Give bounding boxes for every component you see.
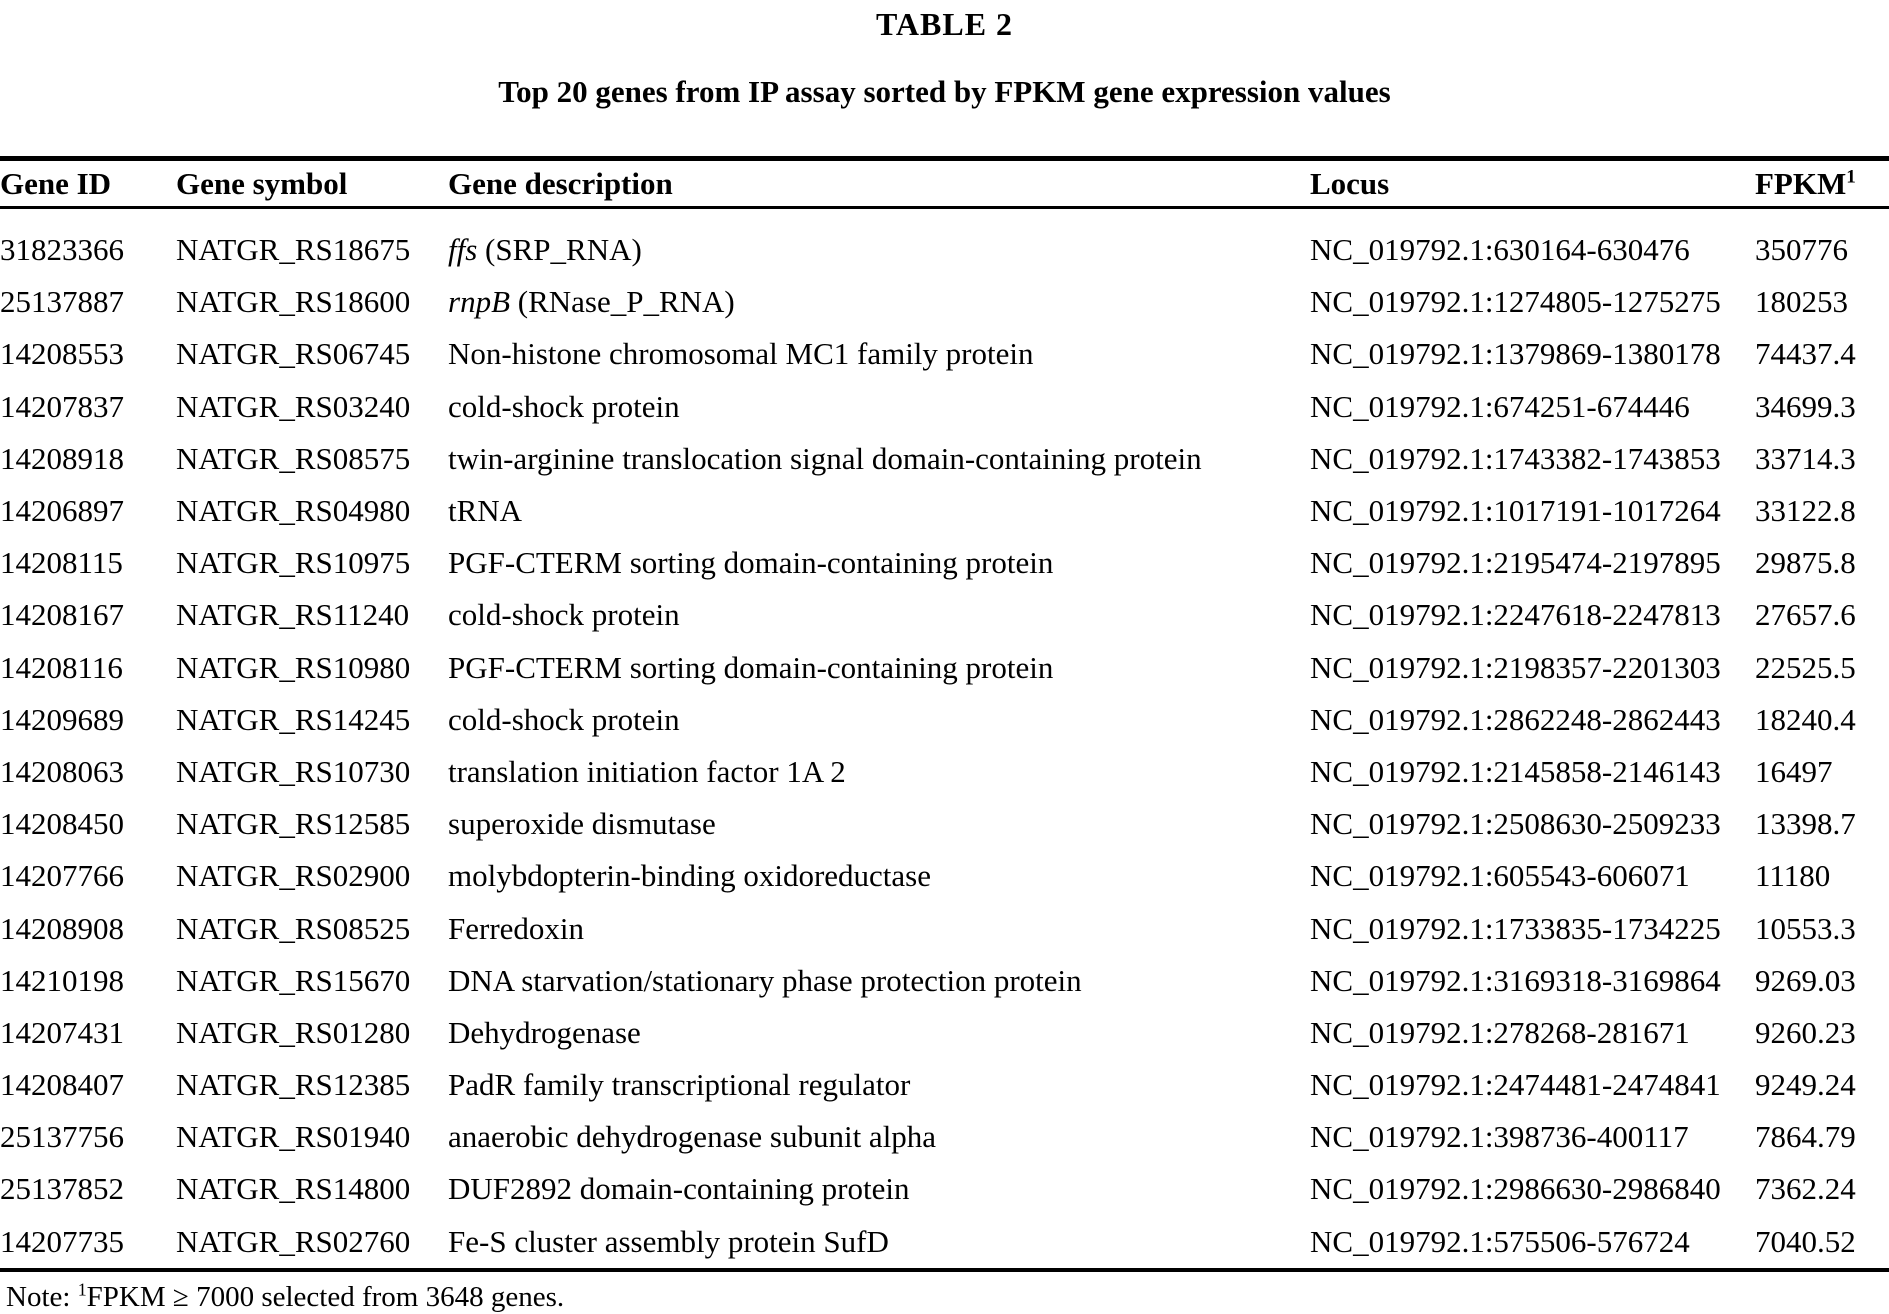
cell-fpkm: 34699.3 <box>1755 388 1856 424</box>
cell-gene-id: 14209689 <box>0 701 124 737</box>
table-row <box>0 1163 1889 1215</box>
cell-locus: NC_019792.1:1743382-1743853 <box>1310 440 1721 476</box>
gene-description-text: translation initiation factor 1A 2 <box>448 753 846 789</box>
cell-gene-description <box>448 208 1310 277</box>
gene-description-text: PadR family transcriptional regulator <box>448 1067 911 1103</box>
cell-gene-id: 14208918 <box>0 440 124 476</box>
cell-fpkm: 13398.7 <box>1755 806 1856 842</box>
cell-locus: NC_019792.1:575506-576724 <box>1310 1223 1690 1259</box>
footnote-marker: 1 <box>77 1279 87 1300</box>
col-header-gene-description: Gene description <box>448 159 1310 208</box>
cell-gene-id: 14208063 <box>0 753 124 789</box>
cell-gene-id: 14207766 <box>0 858 124 894</box>
cell-locus: NC_019792.1:674251-674446 <box>1310 388 1690 424</box>
gene-description-text: cold-shock protein <box>448 388 680 424</box>
table-footnote <box>0 1281 1889 1314</box>
genes-table <box>0 156 1889 1272</box>
gene-description-text: Ferredoxin <box>448 910 585 946</box>
cell-fpkm: 27657.6 <box>1755 597 1856 633</box>
cell-gene-description <box>448 1111 1310 1163</box>
cell-fpkm: 9269.03 <box>1755 962 1856 998</box>
cell-gene-id: 14208167 <box>0 597 124 633</box>
table-row <box>0 850 1889 902</box>
gene-description-text: cold-shock protein <box>448 701 680 737</box>
table-row <box>0 1059 1889 1111</box>
gene-description-text: tRNA <box>448 493 523 529</box>
table-row <box>0 1111 1889 1163</box>
cell-gene-description <box>448 485 1310 537</box>
cell-gene-id: 14207431 <box>0 1014 124 1050</box>
table-label: TABLE 2 <box>875 6 1014 42</box>
cell-fpkm: 33122.8 <box>1755 493 1856 529</box>
cell-locus: NC_019792.1:2247618-2247813 <box>1310 597 1721 633</box>
cell-locus: NC_019792.1:630164-630476 <box>1310 232 1690 268</box>
cell-locus: NC_019792.1:1379869-1380178 <box>1310 336 1721 372</box>
cell-locus: NC_019792.1:2508630-2509233 <box>1310 806 1721 842</box>
cell-gene-id: 14207837 <box>0 388 124 424</box>
table-row <box>0 694 1889 746</box>
cell-gene-symbol: NATGR_RS10730 <box>176 753 411 789</box>
cell-locus: NC_019792.1:1274805-1275275 <box>1310 284 1721 320</box>
cell-fpkm: 7864.79 <box>1755 1119 1856 1155</box>
cell-locus: NC_019792.1:2145858-2146143 <box>1310 753 1721 789</box>
cell-gene-id: 25137756 <box>0 1119 124 1155</box>
cell-locus: NC_019792.1:2986630-2986840 <box>1310 1171 1721 1207</box>
table-row <box>0 589 1889 641</box>
cell-fpkm: 22525.5 <box>1755 649 1856 685</box>
cell-gene-description <box>448 537 1310 589</box>
gene-description-text: Dehydrogenase <box>448 1014 641 1050</box>
cell-gene-symbol: NATGR_RS01280 <box>176 1014 411 1050</box>
fpkm-footnote-marker: 1 <box>1846 166 1856 188</box>
table-row <box>0 902 1889 954</box>
cell-gene-symbol: NATGR_RS04980 <box>176 493 411 529</box>
cell-fpkm: 10553.3 <box>1755 910 1856 946</box>
cell-gene-id: 14207735 <box>0 1223 124 1259</box>
cell-gene-id: 14208115 <box>0 545 123 581</box>
cell-fpkm: 7362.24 <box>1755 1171 1856 1207</box>
fpkm-header-label: FPKM <box>1755 165 1847 201</box>
cell-gene-description <box>448 589 1310 641</box>
cell-gene-description <box>448 1059 1310 1111</box>
gene-description-text: cold-shock protein <box>448 597 680 633</box>
cell-gene-description <box>448 902 1310 954</box>
col-header-fpkm <box>1755 159 1889 208</box>
cell-gene-symbol: NATGR_RS01940 <box>176 1119 411 1155</box>
cell-gene-symbol: NATGR_RS18675 <box>176 232 411 268</box>
gene-description-text: (RNase_P_RNA) <box>510 284 735 320</box>
cell-gene-symbol: NATGR_RS11240 <box>176 597 410 633</box>
table-row <box>0 746 1889 798</box>
cell-fpkm: 350776 <box>1755 232 1848 268</box>
cell-gene-symbol: NATGR_RS12385 <box>176 1067 411 1103</box>
gene-description-text: Non-histone chromosomal MC1 family protein <box>448 336 1034 372</box>
footnote-prefix: Note: <box>6 1280 78 1313</box>
cell-gene-symbol: NATGR_RS14245 <box>176 701 411 737</box>
cell-fpkm: 33714.3 <box>1755 440 1856 476</box>
cell-fpkm: 7040.52 <box>1755 1223 1856 1259</box>
cell-locus: NC_019792.1:398736-400117 <box>1310 1119 1689 1155</box>
cell-fpkm: 29875.8 <box>1755 545 1856 581</box>
cell-gene-id: 14206897 <box>0 493 124 529</box>
cell-fpkm: 74437.4 <box>1755 336 1856 372</box>
cell-gene-id: 14208450 <box>0 806 124 842</box>
cell-gene-id: 25137887 <box>0 284 124 320</box>
cell-gene-description <box>448 850 1310 902</box>
gene-description-text: DUF2892 domain-containing protein <box>448 1171 910 1207</box>
cell-gene-id: 14208908 <box>0 910 124 946</box>
table-row <box>0 798 1889 850</box>
cell-gene-description <box>448 694 1310 746</box>
cell-gene-symbol: NATGR_RS10980 <box>176 649 411 685</box>
cell-gene-id: 14208553 <box>0 336 124 372</box>
table-row <box>0 433 1889 485</box>
cell-gene-symbol: NATGR_RS02900 <box>176 858 411 894</box>
cell-gene-description <box>448 433 1310 485</box>
cell-locus: NC_019792.1:2474481-2474841 <box>1310 1067 1721 1103</box>
table-row <box>0 642 1889 694</box>
cell-locus: NC_019792.1:3169318-3169864 <box>1310 962 1721 998</box>
table-row <box>0 328 1889 380</box>
cell-gene-symbol: NATGR_RS15670 <box>176 962 411 998</box>
cell-gene-id: 14208407 <box>0 1067 124 1103</box>
table-row <box>0 1007 1889 1059</box>
cell-gene-description <box>448 276 1310 328</box>
cell-gene-description <box>448 1163 1310 1215</box>
cell-gene-description <box>448 955 1310 1007</box>
table-caption: Top 20 genes from IP assay sorted by FPKM gene expression values <box>498 74 1391 109</box>
gene-description-text: anaerobic dehydrogenase subunit alpha <box>448 1119 937 1155</box>
cell-gene-symbol: NATGR_RS02760 <box>176 1223 411 1259</box>
table-row <box>0 955 1889 1007</box>
cell-gene-symbol: NATGR_RS08525 <box>176 910 411 946</box>
cell-gene-id: 14210198 <box>0 962 124 998</box>
cell-gene-description <box>448 328 1310 380</box>
cell-fpkm: 11180 <box>1755 858 1831 894</box>
cell-gene-description <box>448 1007 1310 1059</box>
header-row <box>0 159 1889 208</box>
cell-locus: NC_019792.1:1017191-1017264 <box>1310 493 1721 529</box>
cell-locus: NC_019792.1:278268-281671 <box>1310 1014 1690 1050</box>
cell-gene-description <box>448 1216 1310 1270</box>
table-row <box>0 537 1889 589</box>
cell-gene-symbol: NATGR_RS10975 <box>176 545 411 581</box>
cell-gene-id: 14208116 <box>0 649 123 685</box>
table-row <box>0 276 1889 328</box>
genes-table-body <box>0 208 1889 1270</box>
gene-description-text: twin-arginine translocation signal domain-containing protein <box>448 440 1202 476</box>
col-header-gene-symbol: Gene symbol <box>176 159 448 208</box>
cell-gene-description <box>448 642 1310 694</box>
cell-fpkm: 9260.23 <box>1755 1014 1856 1050</box>
cell-gene-id: 31823366 <box>0 232 124 268</box>
col-header-gene-id: Gene ID <box>0 159 176 208</box>
gene-description-text: molybdopterin-binding oxidoreductase <box>448 858 931 894</box>
footnote-text: FPKM ≥ 7000 selected from 3648 genes. <box>86 1280 565 1313</box>
cell-fpkm: 180253 <box>1755 284 1848 320</box>
table-row <box>0 485 1889 537</box>
cell-locus: NC_019792.1:2195474-2197895 <box>1310 545 1721 581</box>
cell-gene-symbol: NATGR_RS18600 <box>176 284 411 320</box>
table-row <box>0 208 1889 277</box>
cell-gene-description <box>448 746 1310 798</box>
cell-gene-description <box>448 381 1310 433</box>
cell-gene-description <box>448 798 1310 850</box>
gene-name-italic: ffs <box>448 232 478 268</box>
cell-gene-symbol: NATGR_RS03240 <box>176 388 411 424</box>
cell-locus: NC_019792.1:1733835-1734225 <box>1310 910 1721 946</box>
cell-fpkm: 18240.4 <box>1755 701 1856 737</box>
table-row <box>0 1216 1889 1270</box>
cell-fpkm: 16497 <box>1755 753 1833 789</box>
cell-gene-symbol: NATGR_RS06745 <box>176 336 411 372</box>
cell-gene-symbol: NATGR_RS12585 <box>176 806 411 842</box>
cell-locus: NC_019792.1:2862248-2862443 <box>1310 701 1721 737</box>
table-row <box>0 381 1889 433</box>
cell-gene-symbol: NATGR_RS08575 <box>176 440 411 476</box>
gene-description-text: PGF-CTERM sorting domain-containing protein <box>448 545 1054 581</box>
cell-gene-id: 25137852 <box>0 1171 124 1207</box>
gene-description-text: Fe-S cluster assembly protein SufD <box>448 1223 889 1259</box>
gene-description-text: (SRP_RNA) <box>477 232 642 268</box>
gene-description-text: PGF-CTERM sorting domain-containing protein <box>448 649 1054 685</box>
cell-locus: NC_019792.1:2198357-2201303 <box>1310 649 1721 685</box>
cell-fpkm: 9249.24 <box>1755 1067 1856 1103</box>
gene-description-text: DNA starvation/stationary phase protection protein <box>448 962 1082 998</box>
gene-name-italic: rnpB <box>448 284 510 320</box>
cell-gene-symbol: NATGR_RS14800 <box>176 1171 411 1207</box>
gene-description-text: superoxide dismutase <box>448 806 716 842</box>
col-header-locus: Locus <box>1310 159 1755 208</box>
cell-locus: NC_019792.1:605543-606071 <box>1310 858 1690 894</box>
